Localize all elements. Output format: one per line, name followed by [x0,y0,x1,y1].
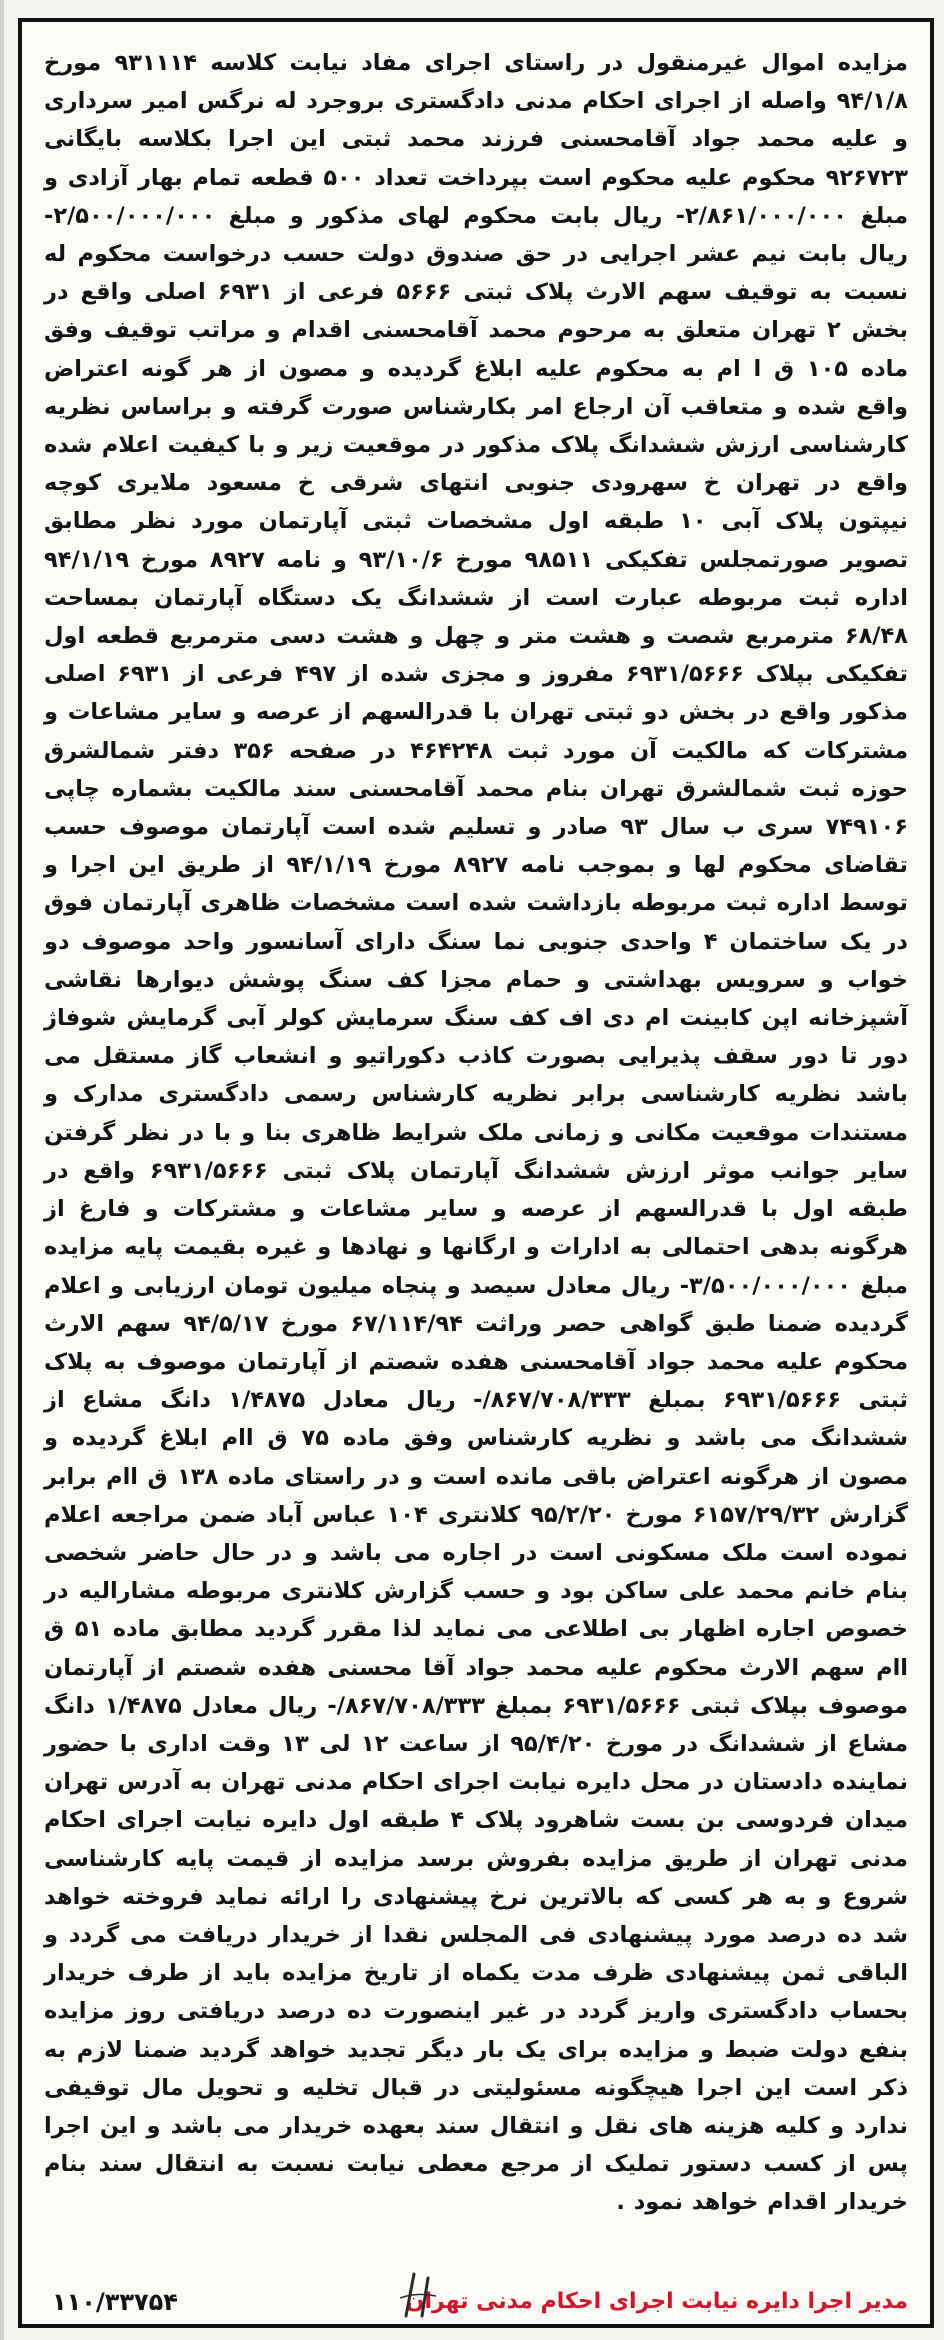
signature-line: مدیر اجرا دایره نیابت اجرای احکام مدنی تهران [405,2289,908,2314]
clipping-id: ۱۱۰/۳۳۷۵۴ [52,2288,178,2316]
notice-footer [22,2270,930,2324]
handwritten-signature-mark [392,2268,442,2320]
notice-body-text: مزایده اموال غیرمنقول در راستای اجرای مفاد نیابت کلاسه ۹۳۱۱۱۴ مورخ ۹۴/۱/۸ واصله از اجرای احکام مدنی دادگستری بروجرد له نرگس امیر سرداری و علیه محمد جواد آقامحسنی فرزند محمد ثبتی این اجرا بکلاسه بایگانی ۹۲۶۷۲۳ محکوم علیه محکوم است بپرداخت تعداد ۵۰۰ قطعه تمام بهار آزادی و مبلغ ۲/۸۶۱/۰۰۰/۰۰۰- ریال بابت محکوم لهای مذکور و مبلغ ۲/۵۰۰/۰۰۰/۰۰۰- ریال بابت نیم عشر اجرایی در حق صندوق دولت حسب درخواست محکوم له نسبت به توقیف سهم الارث پلاک ثبتی ۵۶۶۶ فرعی از ۶۹۳۱ اصلی واقع در بخش ۲ تهران متعلق به مرحوم محمد آقامحسنی اقدام و مراتب توقیف وفق ماده ۱۰۵ ق ا ام به محکوم علیه ابلاغ گردیده و مصون از هر گونه اعتراض واقع شده و متعاقب آن ارجاع امر بکارشناس صورت گرفته و براساس نظریه کارشناسی ارزش ششدانگ پلاک مذکور در موقعیت زیر و با کیفیت اعلام شده واقع در تهران خ سهرودی جنوبی انتهای شرقی خ مسعود ملایری کوچه نیپتون پلاک آبی ۱۰ طبقه اول مشخصات ثبتی آپارتمان مورد نظر مطابق تصویر صورتمجلس تفکیکی ۹۸۵۱۱ مورخ ۹۳/۱۰/۶ و نامه ۸۹۲۷ مورخ ۹۴/۱/۱۹ اداره ثبت مربوطه عبارت است از ششدانگ یک دستگاه آپارتمان بمساحت ۶۸/۴۸ مترمربع شصت و هشت متر و چهل و هشت دسی مترمربع قطعه اول تفکیکی بپلاک ۶۹۳۱/۵۶۶۶ مفروز و مجزی شده از ۴۹۷ فرعی از ۶۹۳۱ اصلی مذکور واقع در بخش دو ثبتی تهران با قدرالسهم از عرصه و سایر مشاعات و مشترکات که مالکیت آن مورد ثبت ۴۶۴۲۴۸ در صفحه ۳۵۶ دفتر شمالشرق حوزه ثبت شمالشرق تهران بنام محمد آقامحسنی سند مالکیت بشماره چاپی ۷۴۹۱۰۶ سری ب سال ۹۳ صادر و تسلیم شده است آپارتمان موصوف حسب تقاضای محکوم لها و بموجب نامه ۸۹۲۷ مورخ ۹۴/۱/۱۹ از طریق این اجرا و توسط اداره ثبت مربوطه بازداشت شده است مشخصات ظاهری آپارتمان فوق در یک ساختمان ۴ واحدی جنوبی نما سنگ دارای آسانسور واحد موصوف دو خواب و سرویس بهداشتی و حمام مجزا کف سنگ پوشش دیوارها نقاشی آشپزخانه اپن کابینت ام دی اف کف سنگ سرمایش کولر آبی گرمایش شوفاژ دور تا دور سقف پذیرایی بصورت کاذب دکوراتیو و انشعاب گاز مستقل می باشد نظریه کارشناسی برابر نظریه کارشناس رسمی دادگستری مدارک و مستندات موقعیت مکانی و زمانی ملک شرایط ظاهری بنا و با در نظر گرفتن سایر جوانب موثر ارزش ششدانگ آپارتمان پلاک ثبتی ۶۹۳۱/۵۶۶۶ واقع در طبقه اول با قدرالسهم از عرصه و سایر مشاعات و مشترکات و فارغ از هرگونه بدهی احتمالی به ادارات و ارگانها و نهادها و غیره بقیمت پایه مزایده مبلغ ۳/۵۰۰/۰۰۰/۰۰۰- ریال معادل سیصد و پنجاه میلیون تومان ارزیابی و اعلام گردیده ضمنا طبق گواهی حصر وراثت ۶۷/۱۱۴/۹۴ مورخ ۹۴/۵/۱۷ سهم الارث محکوم علیه محمد جواد آقامحسنی هفده شصتم از آپارتمان موصوف به پلاک ثبتی ۶۹۳۱/۵۶۶۶ بمبلغ ۸۶۷/۷۰۸/۳۳۳/- ریال معادل ۱/۴۸۷۵ دانگ مشاع از ششدانگ می باشد و نظریه کارشناس وفق ماده ۷۵ ق اام ابلاغ گردیده و مصون از هرگونه اعتراض باقی مانده است و در راستای ماده ۱۳۸ ق اام برابر گزارش ۶۱۵۷/۲۹/۳۲ مورخ ۹۵/۲/۲۰ کلانتری ۱۰۴ عباس آباد ضمن مراجعه اعلام نموده است ملک مسکونی است در اجاره می باشد و در حال حاضر شخصی بنام خانم محمد علی ساکن بود و حسب گزارش کلانتری مربوطه مشارالیه در خصوص اجاره اظهار بی اطلاعی می نماید لذا مقرر گردید مطابق ماده ۵۱ ق اام سهم الارث محکوم علیه محمد جواد آقا محسنی هفده شصتم از آپارتمان موصوف بپلاک ثبتی ۶۹۳۱/۵۶۶۶ بمبلغ ۸۶۷/۷۰۸/۳۳۳/- ریال معادل ۱/۴۸۷۵ دانگ مشاع از ششدانگ در مورخ ۹۵/۴/۲۰ از ساعت ۱۲ لی ۱۳ وقت اداری با حضور نماینده دادستان در محل دایره نیابت اجرای احکام مدنی تهران به آدرس تهران میدان فردوسی بن بست شاهرود پلاک ۴ طبقه اول دایره نیابت اجرای احکام مدنی تهران از طریق مزایده بفروش برسد مزایده از قیمت پایه کارشناسی شروع و به هر کسی که بالاترین نرخ پیشنهادی را ارائه نماید فروخته خواهد شد ده درصد مورد پیشنهادی فی المجلس نقدا از خریدار دریافت می گردد و الباقی ثمن پیشنهادی ظرف مدت یکماه از تاریخ مزایده باید از طرف خریدار بحساب دادگستری واریز گردد در غیر اینصورت ده درصد دریافتی روز مزایده بنفع دولت ضبط و مزایده برای یک بار دیگر تجدید خواهد گردید ضمنا لازم به ذکر است این اجرا هیچگونه مسئولیتی در قبال تخلیه و تحویل مال توقیفی ندارد و کلیه هزینه های نقل و انتقال سند بعهده خریدار می باشد و این اجرا پس از کسب دستور تملیک از مرجع معطی نیابت نسبت به انتقال سند بنام خریدار اقدام خواهد نمود . [44,50,909,2216]
auction-notice-box [18,18,934,2328]
